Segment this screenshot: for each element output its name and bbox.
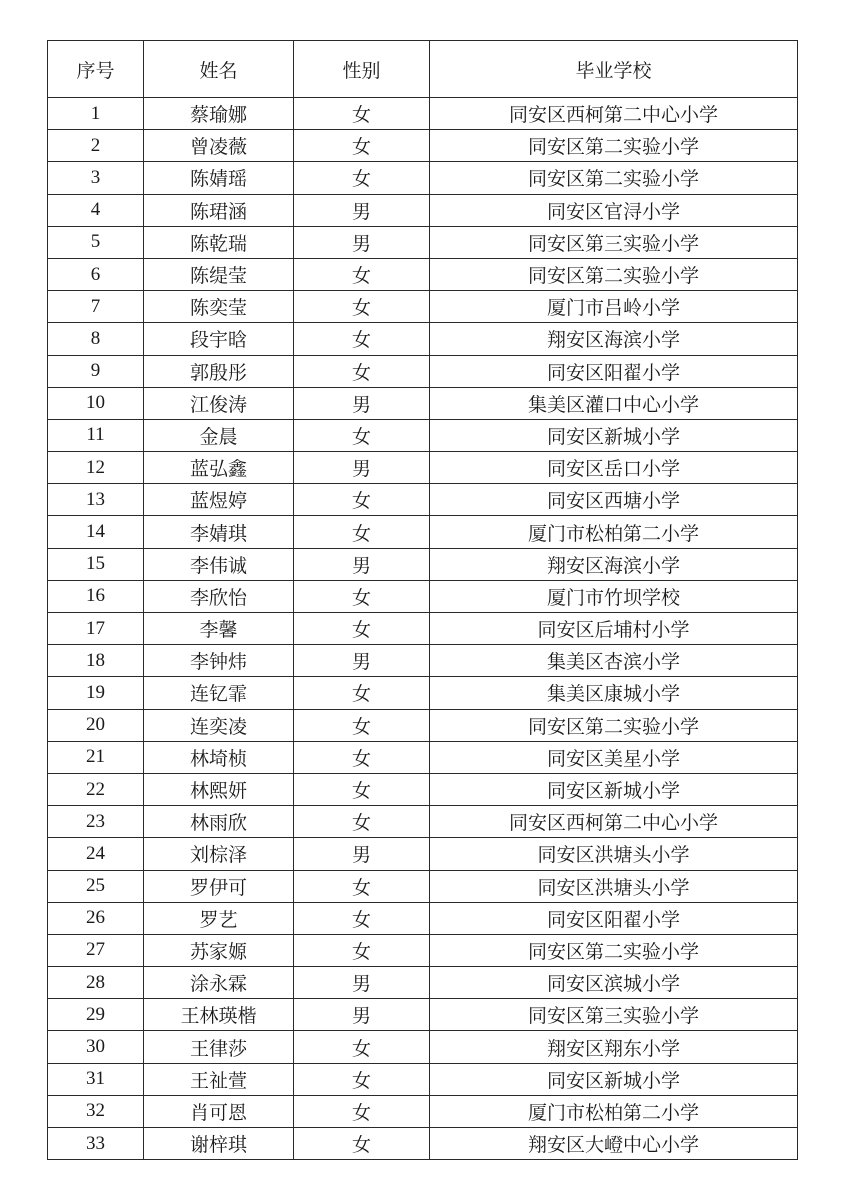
cell-name: 王律莎: [144, 1031, 294, 1063]
header-graduation-school: 毕业学校: [430, 41, 798, 98]
cell-gender: 男: [294, 838, 430, 870]
cell-gender: 女: [294, 709, 430, 741]
cell-graduation-school: 翔安区海滨小学: [430, 548, 798, 580]
cell-gender: 女: [294, 323, 430, 355]
cell-name: 苏家嫄: [144, 934, 294, 966]
cell-name: 连奕凌: [144, 709, 294, 741]
cell-gender: 男: [294, 226, 430, 258]
table-row: [48, 194, 798, 226]
cell-graduation-school: 同安区新城小学: [430, 1063, 798, 1095]
cell-graduation-school: 同安区后埔村小学: [430, 613, 798, 645]
cell-name: 李钟炜: [144, 645, 294, 677]
cell-name: 肖可恩: [144, 1095, 294, 1127]
cell-name: 陈婧瑶: [144, 162, 294, 194]
cell-name: 蓝弘鑫: [144, 452, 294, 484]
cell-gender: 女: [294, 291, 430, 323]
cell-name: 蓝煜婷: [144, 484, 294, 516]
cell-serial-number: 33: [48, 1128, 144, 1160]
cell-graduation-school: 同安区新城小学: [430, 773, 798, 805]
header-serial-number: 序号: [48, 41, 144, 98]
cell-serial-number: 4: [48, 194, 144, 226]
cell-graduation-school: 翔安区大嶝中心小学: [430, 1128, 798, 1160]
cell-serial-number: 12: [48, 452, 144, 484]
cell-graduation-school: 同安区西塘小学: [430, 484, 798, 516]
cell-gender: 男: [294, 387, 430, 419]
table-row: [48, 516, 798, 548]
cell-gender: 女: [294, 677, 430, 709]
cell-gender: 男: [294, 999, 430, 1031]
header-gender: 性别: [294, 41, 430, 98]
cell-gender: 女: [294, 419, 430, 451]
cell-name: 陈奕莹: [144, 291, 294, 323]
header-name: 姓名: [144, 41, 294, 98]
table-row: [48, 419, 798, 451]
cell-gender: 女: [294, 355, 430, 387]
table-row: [48, 387, 798, 419]
table-row: [48, 484, 798, 516]
table-row: [48, 291, 798, 323]
cell-serial-number: 32: [48, 1095, 144, 1127]
table-row: [48, 548, 798, 580]
cell-name: 罗伊可: [144, 870, 294, 902]
cell-gender: 女: [294, 130, 430, 162]
cell-graduation-school: 同安区第三实验小学: [430, 999, 798, 1031]
cell-name: 金晨: [144, 419, 294, 451]
cell-serial-number: 16: [48, 580, 144, 612]
cell-gender: 女: [294, 162, 430, 194]
cell-name: 李欣怡: [144, 580, 294, 612]
cell-graduation-school: 同安区滨城小学: [430, 967, 798, 999]
cell-graduation-school: 同安区官浔小学: [430, 194, 798, 226]
cell-gender: 男: [294, 452, 430, 484]
cell-gender: 女: [294, 258, 430, 290]
cell-serial-number: 3: [48, 162, 144, 194]
table-row: [48, 355, 798, 387]
table-row: [48, 130, 798, 162]
table-row: [48, 677, 798, 709]
cell-name: 谢梓琪: [144, 1128, 294, 1160]
cell-gender: 女: [294, 934, 430, 966]
table-row: [48, 580, 798, 612]
cell-gender: 女: [294, 1063, 430, 1095]
cell-gender: 男: [294, 967, 430, 999]
table-row: [48, 709, 798, 741]
cell-serial-number: 25: [48, 870, 144, 902]
cell-graduation-school: 集美区康城小学: [430, 677, 798, 709]
cell-graduation-school: 同安区第二实验小学: [430, 934, 798, 966]
cell-graduation-school: 厦门市竹坝学校: [430, 580, 798, 612]
cell-gender: 女: [294, 98, 430, 130]
cell-gender: 女: [294, 516, 430, 548]
cell-gender: 女: [294, 1095, 430, 1127]
table-row: [48, 967, 798, 999]
cell-serial-number: 1: [48, 98, 144, 130]
cell-serial-number: 22: [48, 773, 144, 805]
table-row: [48, 452, 798, 484]
table-row: [48, 870, 798, 902]
cell-graduation-school: 集美区灌口中心小学: [430, 387, 798, 419]
cell-serial-number: 31: [48, 1063, 144, 1095]
cell-name: 蔡瑜娜: [144, 98, 294, 130]
cell-serial-number: 27: [48, 934, 144, 966]
cell-graduation-school: 同安区第二实验小学: [430, 258, 798, 290]
cell-name: 涂永霖: [144, 967, 294, 999]
cell-gender: 女: [294, 613, 430, 645]
cell-name: 林雨欣: [144, 806, 294, 838]
cell-name: 罗艺: [144, 902, 294, 934]
cell-serial-number: 19: [48, 677, 144, 709]
cell-serial-number: 24: [48, 838, 144, 870]
table-row: [48, 1095, 798, 1127]
cell-gender: 女: [294, 902, 430, 934]
cell-serial-number: 29: [48, 999, 144, 1031]
cell-graduation-school: 翔安区海滨小学: [430, 323, 798, 355]
cell-name: 刘棕泽: [144, 838, 294, 870]
cell-serial-number: 28: [48, 967, 144, 999]
cell-gender: 女: [294, 870, 430, 902]
cell-name: 林熙妍: [144, 773, 294, 805]
cell-serial-number: 26: [48, 902, 144, 934]
cell-graduation-school: 同安区西柯第二中心小学: [430, 806, 798, 838]
cell-gender: 女: [294, 580, 430, 612]
cell-gender: 男: [294, 645, 430, 677]
table-row: [48, 1031, 798, 1063]
cell-serial-number: 15: [48, 548, 144, 580]
table-row: [48, 934, 798, 966]
cell-graduation-school: 厦门市松柏第二小学: [430, 1095, 798, 1127]
cell-graduation-school: 同安区第三实验小学: [430, 226, 798, 258]
table-row: [48, 838, 798, 870]
cell-name: 江俊涛: [144, 387, 294, 419]
cell-serial-number: 13: [48, 484, 144, 516]
cell-graduation-school: 集美区杏滨小学: [430, 645, 798, 677]
cell-name: 郭殷彤: [144, 355, 294, 387]
table-row: [48, 1128, 798, 1160]
cell-serial-number: 6: [48, 258, 144, 290]
cell-name: 李伟诚: [144, 548, 294, 580]
student-roster-page: [47, 40, 797, 1160]
cell-name: 段宇晗: [144, 323, 294, 355]
table-row: [48, 999, 798, 1031]
cell-serial-number: 30: [48, 1031, 144, 1063]
table-row: [48, 258, 798, 290]
cell-gender: 男: [294, 548, 430, 580]
cell-graduation-school: 同安区新城小学: [430, 419, 798, 451]
cell-graduation-school: 厦门市吕岭小学: [430, 291, 798, 323]
cell-name: 陈珺涵: [144, 194, 294, 226]
cell-graduation-school: 同安区洪塘头小学: [430, 870, 798, 902]
cell-name: 王林瑛楷: [144, 999, 294, 1031]
cell-name: 陈缇莹: [144, 258, 294, 290]
table-row: [48, 902, 798, 934]
cell-gender: 女: [294, 773, 430, 805]
table-body: [48, 98, 798, 1160]
cell-gender: 女: [294, 1128, 430, 1160]
table-row: [48, 613, 798, 645]
cell-gender: 女: [294, 1031, 430, 1063]
cell-serial-number: 7: [48, 291, 144, 323]
cell-graduation-school: 厦门市松柏第二小学: [430, 516, 798, 548]
cell-serial-number: 2: [48, 130, 144, 162]
cell-serial-number: 18: [48, 645, 144, 677]
cell-graduation-school: 同安区第二实验小学: [430, 709, 798, 741]
table-row: [48, 162, 798, 194]
cell-serial-number: 5: [48, 226, 144, 258]
table-row: [48, 741, 798, 773]
cell-name: 陈乾瑞: [144, 226, 294, 258]
cell-gender: 男: [294, 194, 430, 226]
table-row: [48, 226, 798, 258]
cell-graduation-school: 同安区阳翟小学: [430, 902, 798, 934]
cell-name: 李馨: [144, 613, 294, 645]
student-roster-table: [47, 40, 798, 1160]
cell-graduation-school: 同安区第二实验小学: [430, 162, 798, 194]
cell-serial-number: 11: [48, 419, 144, 451]
table-row: [48, 773, 798, 805]
cell-gender: 女: [294, 806, 430, 838]
cell-graduation-school: 同安区美星小学: [430, 741, 798, 773]
cell-gender: 女: [294, 741, 430, 773]
cell-serial-number: 20: [48, 709, 144, 741]
cell-name: 连钇霏: [144, 677, 294, 709]
table-row: [48, 645, 798, 677]
cell-serial-number: 9: [48, 355, 144, 387]
cell-gender: 女: [294, 484, 430, 516]
cell-serial-number: 17: [48, 613, 144, 645]
cell-serial-number: 14: [48, 516, 144, 548]
cell-graduation-school: 同安区第二实验小学: [430, 130, 798, 162]
cell-name: 林埼桢: [144, 741, 294, 773]
table-row: [48, 98, 798, 130]
cell-serial-number: 10: [48, 387, 144, 419]
cell-serial-number: 21: [48, 741, 144, 773]
table-row: [48, 806, 798, 838]
cell-serial-number: 8: [48, 323, 144, 355]
cell-graduation-school: 同安区阳翟小学: [430, 355, 798, 387]
cell-serial-number: 23: [48, 806, 144, 838]
cell-graduation-school: 同安区洪塘头小学: [430, 838, 798, 870]
cell-name: 王祉萱: [144, 1063, 294, 1095]
cell-name: 李婧琪: [144, 516, 294, 548]
cell-graduation-school: 同安区西柯第二中心小学: [430, 98, 798, 130]
table-row: [48, 1063, 798, 1095]
cell-graduation-school: 翔安区翔东小学: [430, 1031, 798, 1063]
cell-name: 曾凌薇: [144, 130, 294, 162]
table-row: [48, 323, 798, 355]
cell-graduation-school: 同安区岳口小学: [430, 452, 798, 484]
table-header-row: [48, 41, 798, 98]
